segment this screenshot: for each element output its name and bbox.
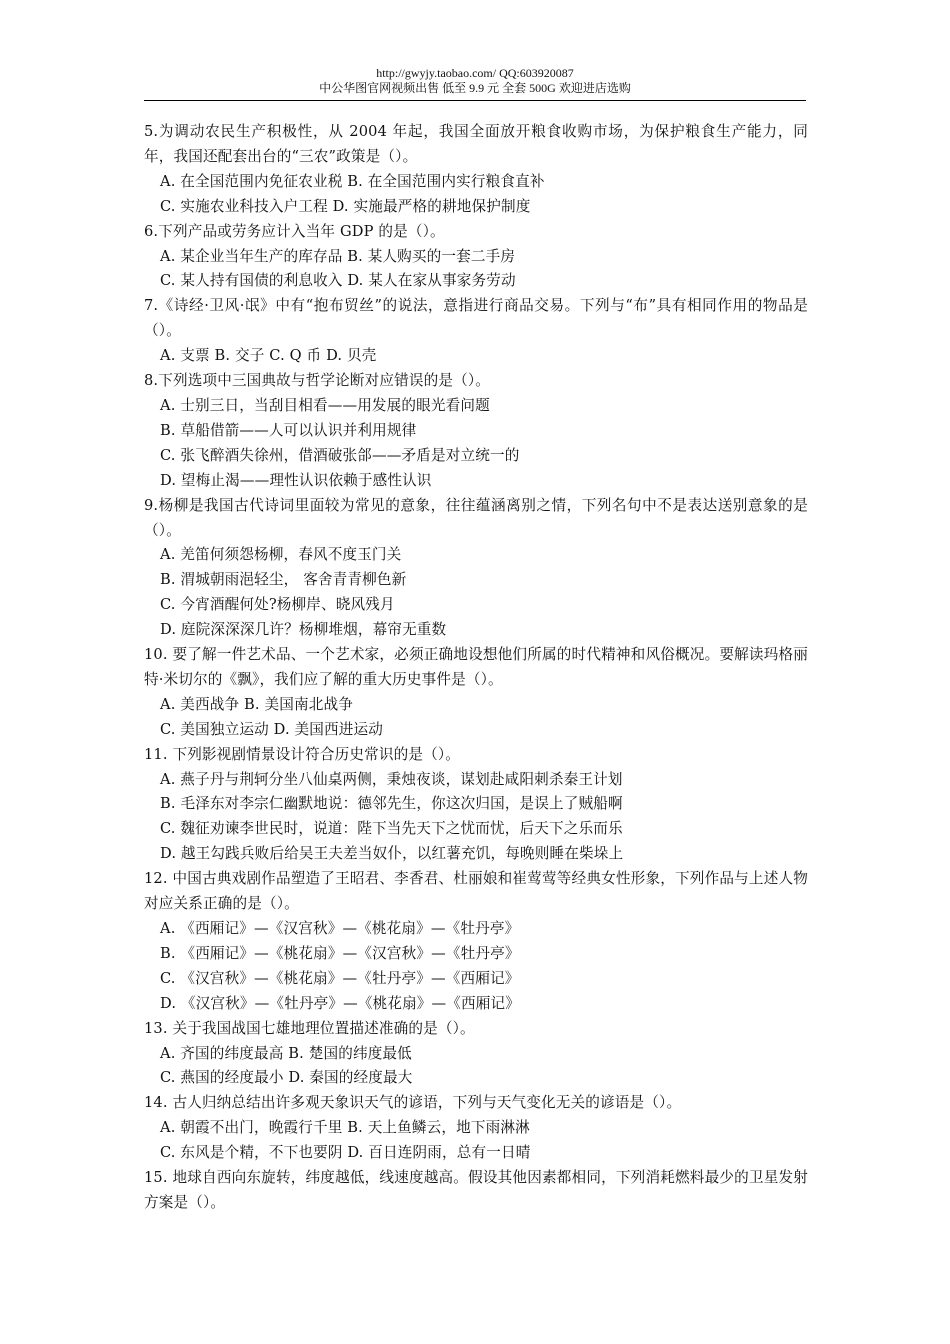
page-header: [144, 66, 806, 96]
question-stem: 8.下列选项中三国典故与哲学论断对应错误的是（）。: [144, 372, 491, 390]
question-stem: 5.为调动农民生产积极性，从 2004 年起，我国全面放开粮食收购市场，为保护粮食生产能力，同年，我国还配套出台的“三农”政策是（）。: [144, 123, 808, 165]
question-options-line: C. 实施农业科技入户工程 D. 实施最严格的耕地保护制度: [160, 197, 531, 215]
question-item: [144, 369, 808, 494]
question-item: [144, 1017, 808, 1092]
question-options-line: C. 燕国的经度最小 D. 秦国的经度最大: [160, 1069, 413, 1087]
question-options-line: A. 燕子丹与荆轲分坐八仙桌两侧，秉烛夜谈，谋划赴咸阳刺杀秦王计划: [160, 770, 623, 788]
question-options-line: A. 羌笛何须怨杨柳，春风不度玉门关: [160, 546, 402, 564]
question-item: [144, 743, 808, 868]
question-stem: 12. 中国古典戏剧作品塑造了王昭君、李香君、杜丽娘和崔莺莺等经典女性形象，下列作品与上述人物对应关系正确的是（）。: [144, 870, 808, 913]
question-options-line: C. 美国独立运动 D. 美国西进运动: [160, 720, 383, 738]
question-options-line: A. 《西厢记》—《汉宫秋》—《桃花扇》—《牡丹亭》: [160, 920, 520, 937]
question-stem: 14. 古人归纳总结出许多观天象识天气的谚语，下列与天气变化无关的谚语是（）。: [144, 1094, 682, 1112]
question-item: [144, 1091, 808, 1166]
question-item: [144, 643, 808, 743]
question-options-line: B. 草船借箭——人可以认识并利用规律: [160, 421, 417, 439]
question-stem: 11. 下列影视剧情景设计符合历史常识的是（）。: [144, 745, 461, 763]
question-options-line: A. 某企业当年生产的库存品 B. 某人购买的一套二手房: [160, 247, 516, 265]
question-options-line: C. 今宵酒醒何处?杨柳岸、晓风残月: [160, 596, 395, 614]
question-stem: 10. 要了解一件艺术品、一个艺术家，必须正确地设想他们所属的时代精神和风俗概况。要解读玛格丽特·米切尔的《飘》，我们应了解的重大历史事件是（）。: [144, 646, 808, 688]
header-link-line[interactable]: http://gwyjy.taobao.com/ QQ:603920087: [376, 66, 574, 80]
question-options-line: C. 魏征劝谏李世民时，说道：陛下当先天下之忧而忧，后天下之乐而乐: [160, 820, 623, 838]
question-options-line: A. 士别三日，当刮目相看——用发展的眼光看问题: [160, 396, 490, 414]
question-options-line: A. 美西战争 B. 美国南北战争: [160, 695, 353, 713]
question-options-line: C. 某人持有国债的利息收入 D. 某人在家从事家务劳动: [160, 272, 516, 290]
question-options-line: A. 齐国的纬度最高 B. 楚国的纬度最低: [160, 1044, 412, 1062]
question-options-line: B. 《西厢记》—《桃花扇》—《汉宫秋》—《牡丹亭》: [160, 944, 520, 962]
question-stem: 6.下列产品或劳务应计入当年 GDP 的是（）。: [144, 222, 445, 240]
question-stem: 15. 地球自西向东旋转，纬度越低，线速度越高。假设其他因素都相同，下列消耗燃料最少的卫星发射方案是（）。: [144, 1169, 808, 1211]
question-options-line: C. 《汉宫秋》—《桃花扇》—《牡丹亭》—《西厢记》: [160, 969, 520, 987]
question-options-line: D. 庭院深深深几许？杨柳堆烟，幕帘无重数: [160, 621, 447, 639]
question-item: [144, 294, 808, 369]
question-list: [144, 120, 808, 1216]
question-item: [144, 867, 808, 1016]
header-divider: [144, 100, 806, 101]
question-options-line: D. 越王勾践兵败后给吴王夫差当奴仆，以红薯充饥，每晚则睡在柴垛上: [160, 845, 624, 863]
question-options-line: A. 在全国范围内免征农业税 B. 在全国范围内实行粮食直补: [160, 172, 545, 190]
question-options-line: B. 毛泽东对李宗仁幽默地说：德邻先生，你这次归国，是误上了贼船啊: [160, 795, 623, 813]
question-stem: 7.《诗经·卫风·氓》中有“抱布贸丝”的说法，意指进行商品交易。下列与“布”具有相同作用的物品是（）。: [144, 297, 808, 340]
question-stem: 9.杨柳是我国古代诗词里面较为常见的意象，往往蕴涵离别之情，下列名句中不是表达送别意象的是（）。: [144, 496, 808, 539]
question-options-line: A. 朝霞不出门，晚霞行千里 B. 天上鱼鳞云，地下雨淋淋: [160, 1119, 530, 1137]
question-options-line: D. 《汉宫秋》—《牡丹亭》—《桃花扇》—《西厢记》: [160, 994, 521, 1012]
question-options-line: B. 渭城朝雨浥轻尘， 客舍青青柳色新: [160, 571, 407, 589]
header-ad-line: 中公华图官网视频出售 低至 9.9 元 全套 500G 欢迎进店选购: [319, 81, 631, 95]
question-item: [144, 494, 808, 643]
question-options-line: A. 支票 B. 交子 C. Q 币 D. 贝壳: [160, 347, 377, 365]
question-item: [144, 1166, 808, 1216]
question-item: [144, 220, 808, 295]
question-item: [144, 120, 808, 220]
question-options-line: C. 东风是个精，不下也要阴 D. 百日连阴雨，总有一日晴: [160, 1144, 531, 1162]
question-options-line: D. 望梅止渴——理性认识依赖于感性认识: [160, 471, 432, 489]
question-options-line: C. 张飞醉酒失徐州，借酒破张郃——矛盾是对立统一的: [160, 446, 520, 464]
question-stem: 13. 关于我国战国七雄地理位置描述准确的是（）。: [144, 1019, 475, 1037]
